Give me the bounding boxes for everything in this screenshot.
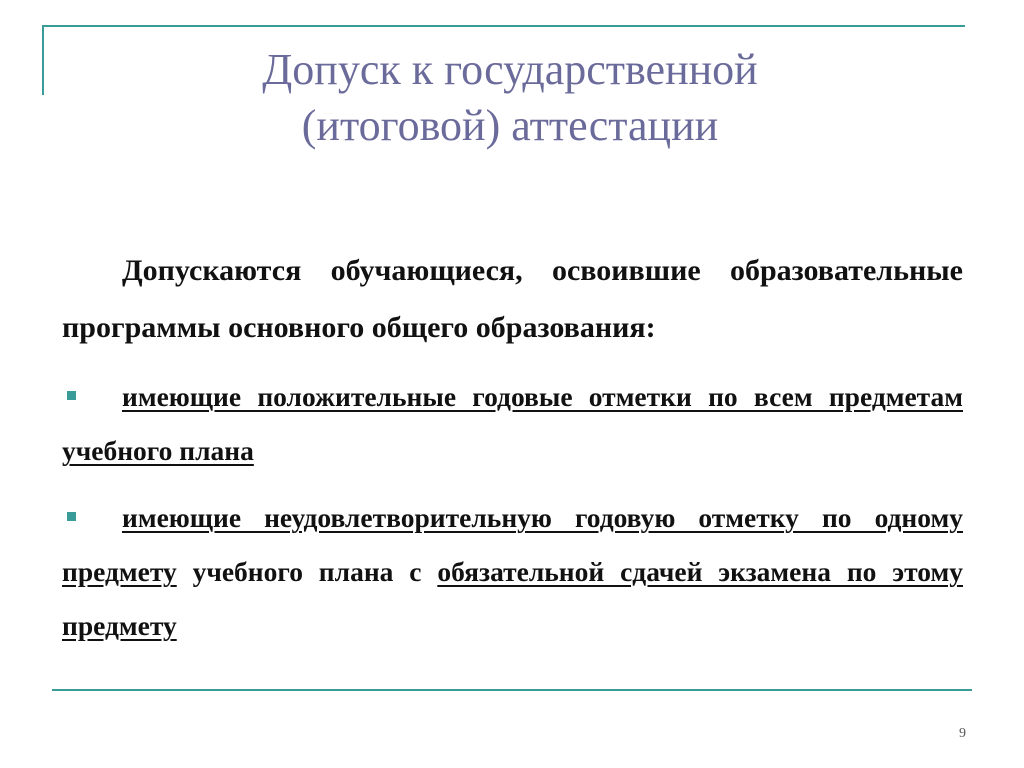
title-line-1: Допуск к государственной bbox=[262, 45, 758, 94]
bullet-2-text-part-2: учебного плана с bbox=[176, 556, 438, 587]
square-bullet-icon bbox=[67, 391, 76, 400]
bullet-item-2 bbox=[62, 491, 963, 653]
bullet-1-text: имеющие положительные годовые отметки по всем предметам учебного плана bbox=[62, 381, 963, 466]
bullet-item-1 bbox=[62, 370, 963, 478]
frame-left-line bbox=[42, 25, 44, 95]
slide-body bbox=[62, 242, 963, 653]
frame-bottom-line bbox=[52, 689, 972, 691]
bullet-2-text-part-3: обязательной сдачей экзамена по этому предмету bbox=[62, 556, 963, 641]
intro-paragraph: Допускаются обучающиеся, освоившие образовательные программы основного общего образования: bbox=[62, 254, 963, 344]
title-line-2: (итоговой) аттестации bbox=[301, 101, 719, 150]
slide-title bbox=[60, 42, 960, 154]
bullet-2-text-part-1: имеющие неудовлетворительную годовую отметку по одному предмету bbox=[62, 502, 963, 587]
square-bullet-icon bbox=[67, 512, 76, 521]
page-number: 9 bbox=[959, 726, 966, 741]
frame-top-line bbox=[42, 25, 965, 27]
